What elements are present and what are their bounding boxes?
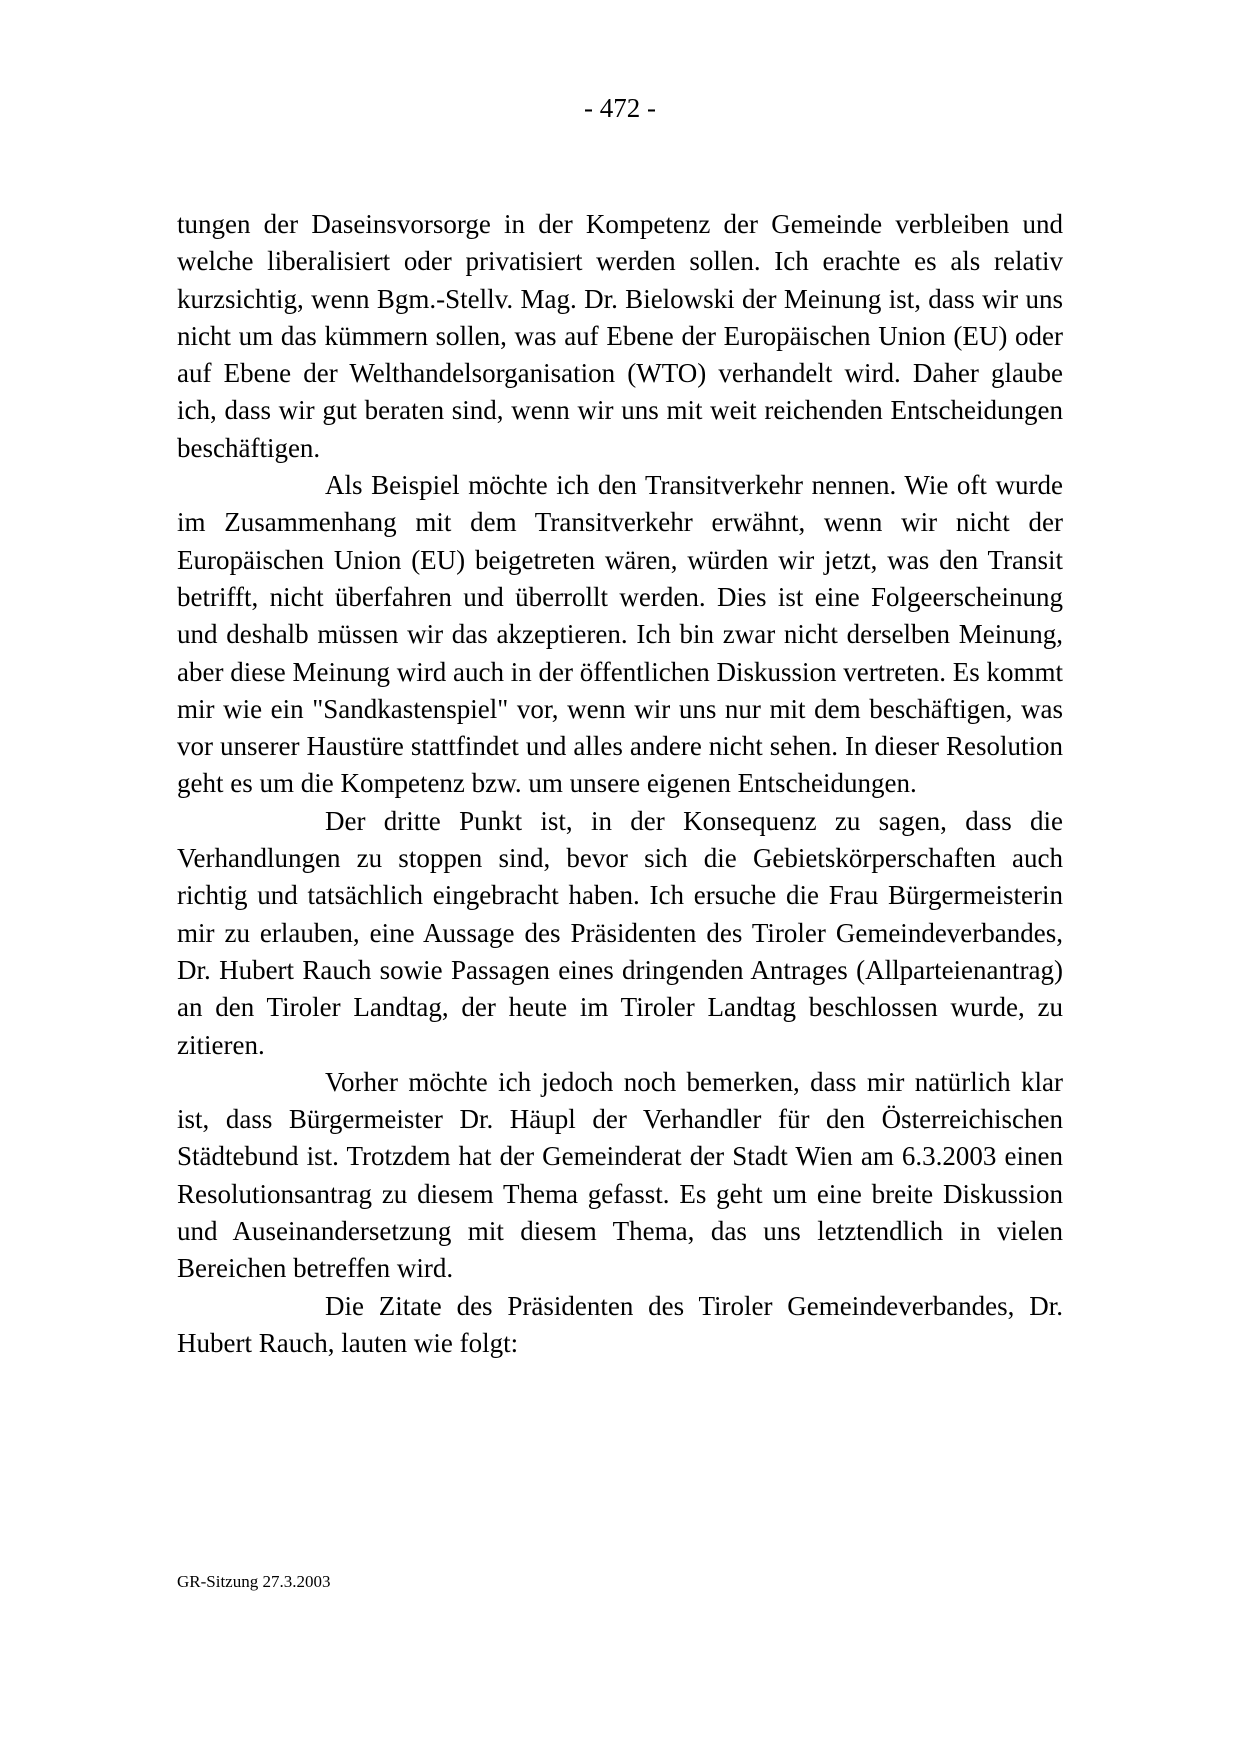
page-footer: GR-Sitzung 27.3.2003 — [177, 1572, 331, 1591]
page-number: - 472 - — [584, 93, 656, 123]
paragraph-1: tungen der Daseinsvorsorge in der Kompetenz der Gemeinde verbleiben und welche liberalisiert oder privatisiert werden sollen. Ich erachte es als relativ kurzsichtig, wenn Bgm.-Stellv. Mag. Dr. Bielowski der Meinung ist, dass wir uns nicht um das kümmern sollen, was auf Ebene der Europäischen Union (EU) oder auf Ebene der Welthandelsorganisation (WTO) verhandelt wird. Daher glaube ich, dass wir gut beraten sind, wenn wir uns mit weit reichenden Entscheidungen beschäftigen. — [177, 209, 1063, 463]
body-text — [177, 206, 1063, 1362]
paragraph-5: Die Zitate des Präsidenten des Tiroler Gemeindeverbandes, Dr. Hubert Rauch, lauten wie folgt: — [177, 1290, 1063, 1358]
paragraph-4: Vorher möchte ich jedoch noch bemerken, dass mir natürlich klar ist, dass Bürgermeister Dr. Häupl der Verhandler für den Österreichischen Städtebund ist. Trotzdem hat der Gemeinderat der Stadt Wien am 6.3.2003 einen Resolutionsantrag zu diesem Thema gefasst. Es geht um eine breite Diskussion und Auseinandersetzung mit diesem Thema, das uns letztendlich in vielen Bereichen betreffen wird. — [177, 1066, 1063, 1284]
paragraph-3: Der dritte Punkt ist, in der Konsequenz zu sagen, dass die Verhandlungen zu stoppen sind, bevor sich die Gebietskörperschaften auch richtig und tatsächlich eingebracht haben. Ich ersuche die Frau Bürgermeisterin mir zu erlauben, eine Aussage des Präsidenten des Tiroler Gemeindeverbandes, Dr. Hubert Rauch sowie Passagen eines dringenden Antrages (Allparteienantrag) an den Tiroler Landtag, der heute im Tiroler Landtag beschlossen wurde, zu zitieren. — [177, 805, 1063, 1060]
paragraph-2: Als Beispiel möchte ich den Transitverkehr nennen. Wie oft wurde im Zusammenhang mit dem Transitverkehr erwähnt, wenn wir nicht der Europäischen Union (EU) beigetreten wären, würden wir jetzt, was den Transit betrifft, nicht überfahren und überrollt werden. Dies ist eine Folgeerscheinung und deshalb müssen wir das akzeptieren. Ich bin zwar nicht derselben Meinung, aber diese Meinung wird auch in der öffentlichen Diskussion vertreten. Es kommt mir wie ein "Sandkastenspiel" vor, wenn wir uns nur mit dem beschäftigen, was vor unserer Haustüre stattfindet und alles andere nicht sehen. In dieser Resolution geht es um die Kompetenz bzw. um unsere eigenen Entscheidungen. — [177, 470, 1063, 799]
